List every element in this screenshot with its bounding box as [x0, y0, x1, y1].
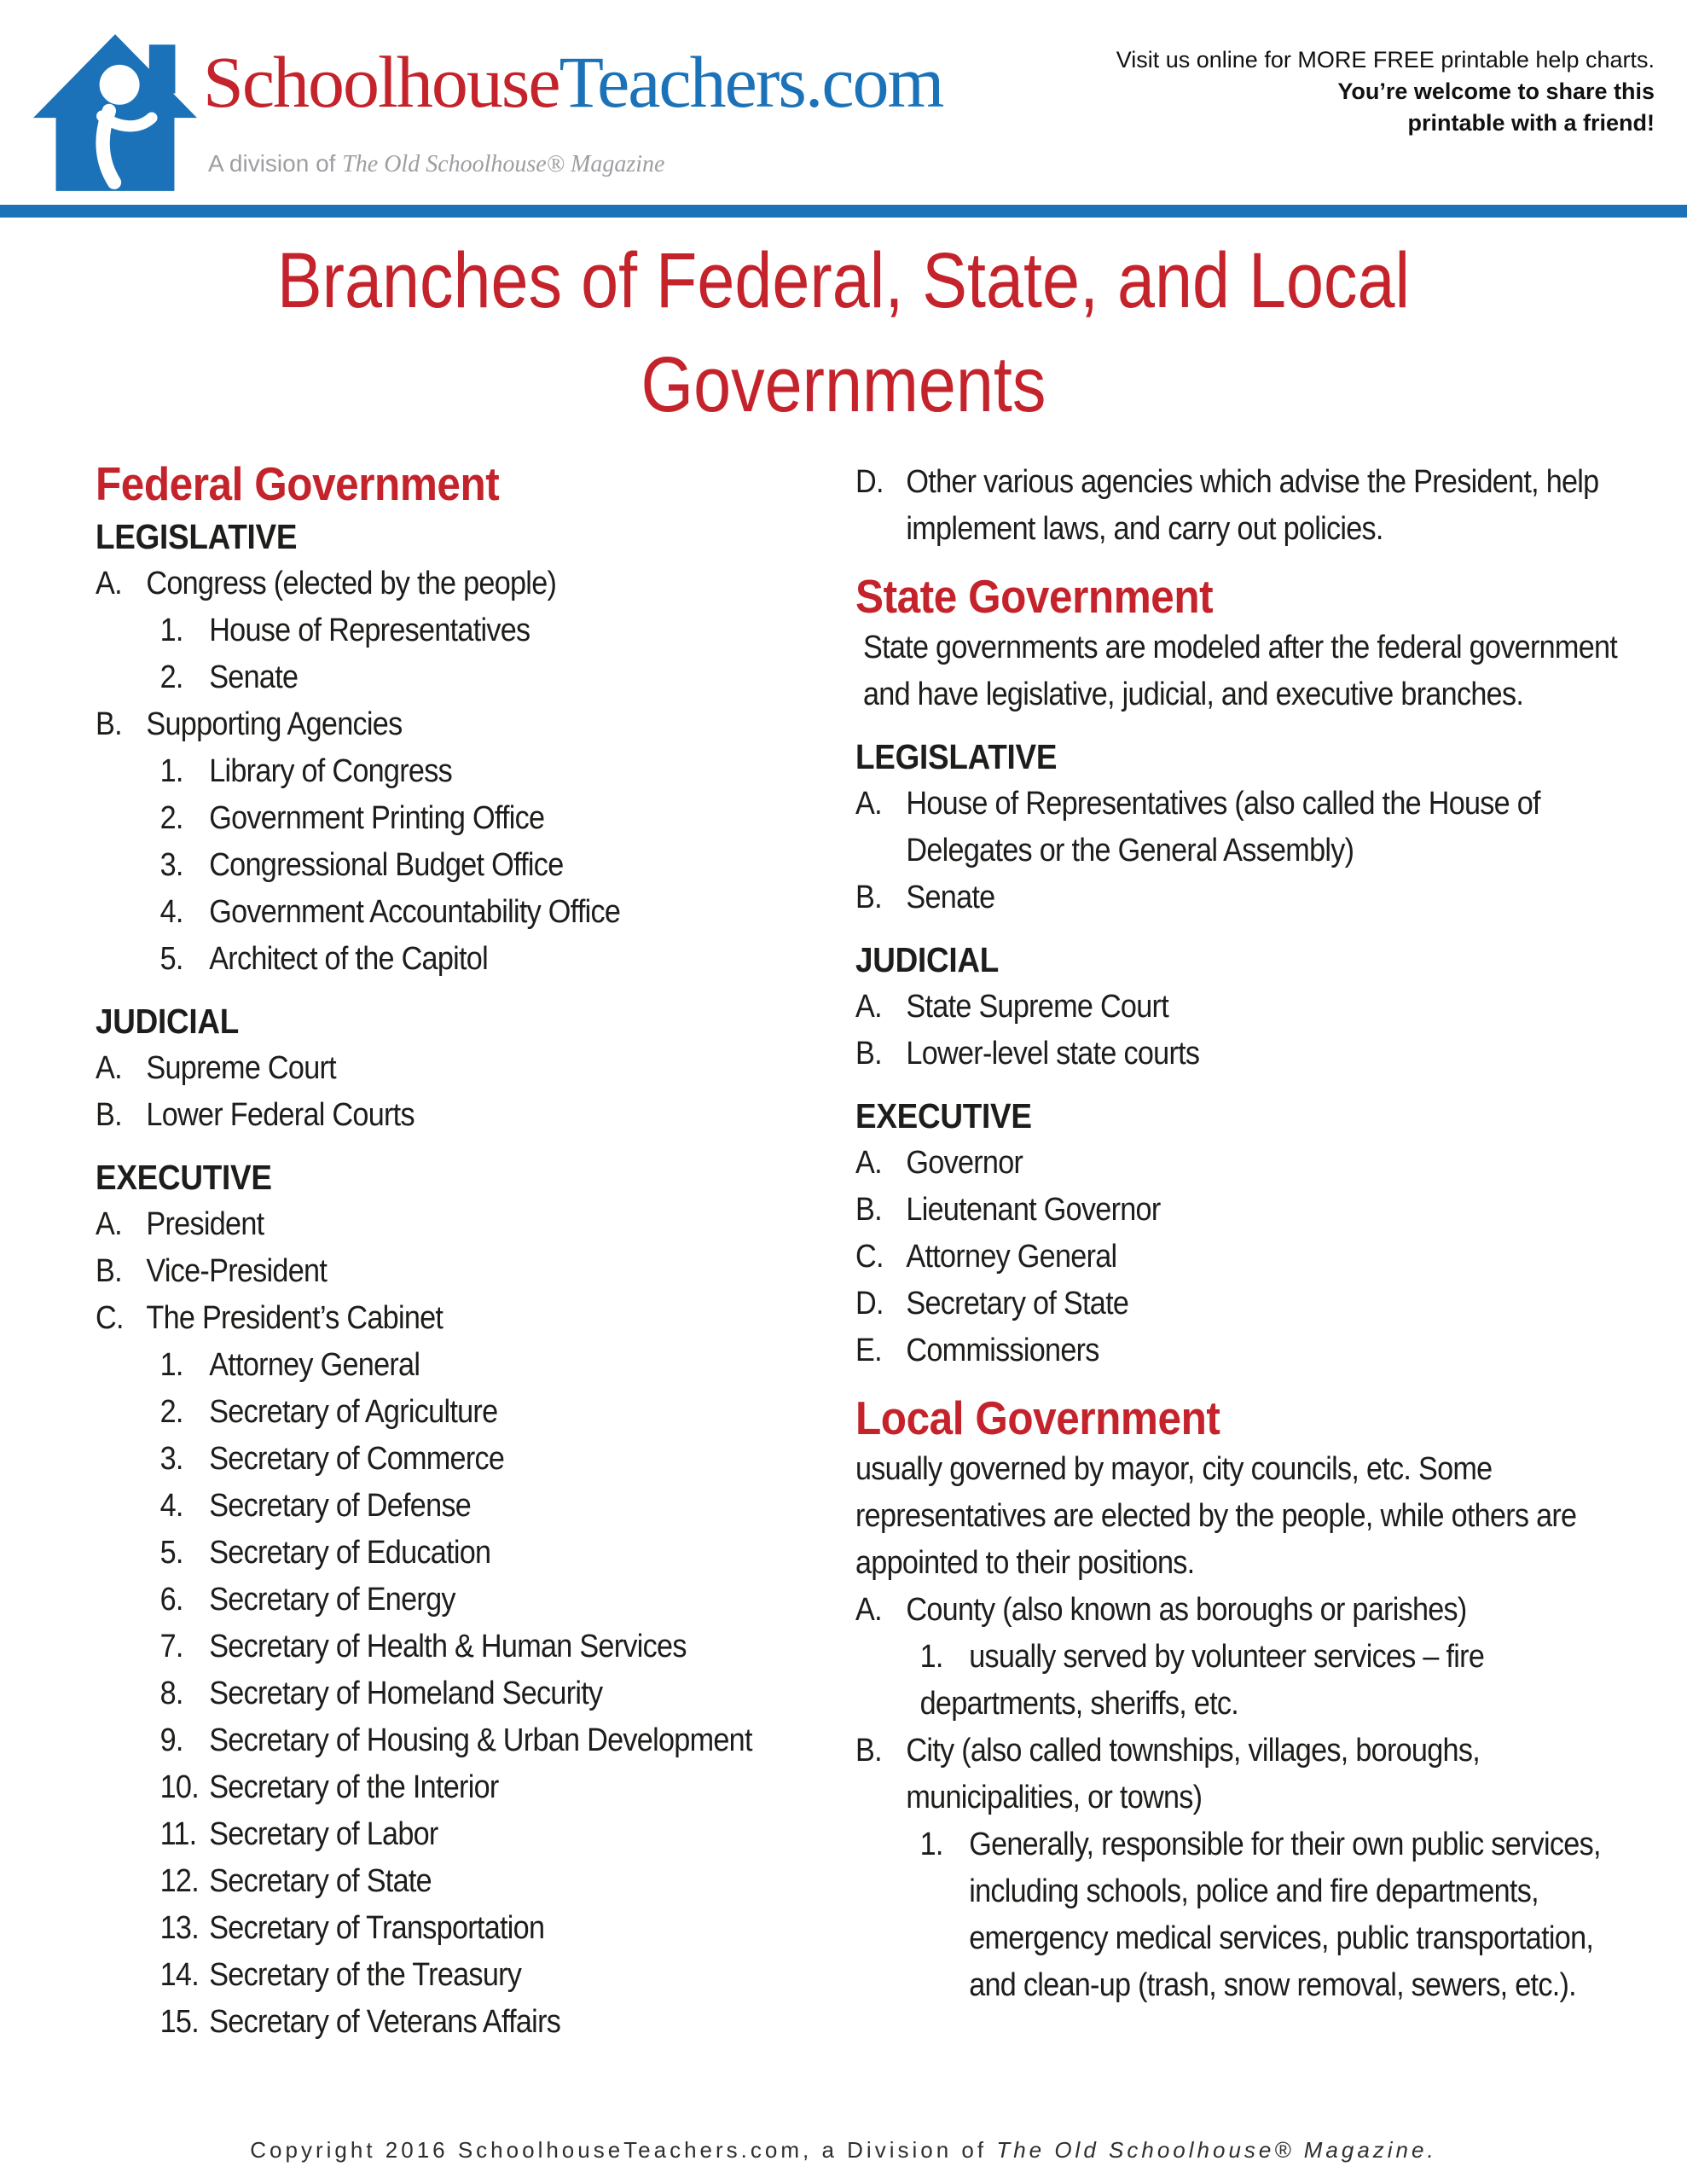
outline-item — [855, 1234, 1623, 1281]
item-label: 6. — [159, 1582, 183, 1618]
outline-item — [855, 781, 1623, 874]
outline-item — [855, 984, 1623, 1031]
item-text: House of Representatives — [209, 613, 530, 648]
tagline-prefix: A division of — [208, 150, 343, 177]
item-label: B. — [855, 1036, 882, 1072]
item-label: 1. — [159, 753, 183, 789]
item-text: Lower-level state courts — [906, 1036, 1200, 1072]
branch-subheading: EXECUTIVE — [855, 1096, 1032, 1136]
outline-item — [855, 1187, 1623, 1234]
item-label: 12. — [159, 1863, 199, 1899]
branch-subheading: EXECUTIVE — [96, 1158, 272, 1197]
item-label: 5. — [159, 1535, 183, 1571]
item-label: 1. — [919, 1639, 943, 1675]
left-column — [96, 457, 852, 2046]
item-label: 1. — [159, 1347, 183, 1383]
item-label: 2. — [159, 659, 183, 695]
outline-subitem — [96, 1999, 852, 2046]
item-text: Secretary of Homeland Security — [209, 1676, 603, 1711]
brand-teachers-com: Teachers.com — [559, 41, 943, 123]
item-text: House of Representatives (also called the House of Delegates or the General Assembly) — [906, 786, 1540, 868]
promo-line-1: Visit us online for MORE FREE printable help charts. — [1116, 47, 1655, 73]
item-label: 15. — [159, 2004, 199, 2040]
outline-subitem — [96, 889, 852, 936]
intro-paragraph: usually governed by mayor, city councils, etc. Some representatives are elected by the people, while others are appointed to their positions. — [855, 1451, 1577, 1581]
outline-subitem — [96, 1530, 852, 1577]
item-text: Supreme Court — [146, 1050, 336, 1086]
outline-item — [96, 701, 852, 748]
item-text: County (also known as boroughs or parishes) — [906, 1592, 1467, 1628]
item-label: A. — [855, 1592, 882, 1628]
item-label: D. — [855, 464, 884, 500]
outline-item — [96, 1295, 852, 1342]
intro-paragraph: State governments are modeled after the federal government and have legislative, judicial, and executive branches. — [863, 630, 1618, 712]
item-label: 4. — [159, 894, 183, 930]
brand-schoolhouse: Schoolhouse — [203, 41, 559, 123]
outline-subitem — [855, 1634, 1623, 1728]
outline-subitem — [96, 1670, 852, 1717]
page-title — [118, 229, 1568, 437]
item-text: Library of Congress — [209, 753, 452, 789]
item-label: 7. — [159, 1629, 183, 1664]
outline-item — [855, 1587, 1623, 1634]
item-text: Generally, responsible for their own public services, including schools, police and fire departments, emergency medical services, public transportation, and clean-up (trash, snow removal, sewers, etc.). — [969, 1827, 1601, 2003]
item-text: Supporting Agencies — [146, 706, 403, 742]
promo-text — [1116, 44, 1655, 139]
item-text: Attorney General — [209, 1347, 420, 1383]
footer-magazine-name: The Old Schoolhouse® Magazine. — [996, 2137, 1437, 2163]
item-label: 5. — [159, 941, 183, 977]
item-text: Congress (elected by the people) — [146, 566, 557, 601]
outline-subitem — [96, 1858, 852, 1905]
item-label: B. — [855, 1733, 882, 1769]
outline-item — [96, 1201, 852, 1248]
item-text: Secretary of Health & Human Services — [209, 1629, 687, 1664]
item-label: A. — [855, 1145, 882, 1181]
item-text: Architect of the Capitol — [209, 941, 488, 977]
item-text: Government Accountability Office — [209, 894, 621, 930]
item-text: Senate — [906, 880, 995, 915]
outline-subitem — [96, 1717, 852, 1764]
footer-copyright-text: Copyright 2016 SchoolhouseTeachers.com, a Division of — [250, 2137, 997, 2163]
logo-tagline — [208, 150, 664, 178]
divider-bar — [0, 205, 1687, 218]
item-label: B. — [855, 880, 882, 915]
item-text: Secretary of Education — [209, 1535, 491, 1571]
item-text: Secretary of Veterans Affairs — [209, 2004, 561, 2040]
item-label: A. — [96, 566, 122, 601]
item-text: Secretary of Energy — [209, 1582, 455, 1618]
outline-item — [855, 1281, 1623, 1327]
outline-item — [96, 1248, 852, 1295]
item-label: D. — [855, 1286, 884, 1321]
brand-wordmark — [203, 39, 942, 125]
item-label: 14. — [159, 1957, 199, 1993]
item-text: Secretary of the Treasury — [209, 1957, 522, 1993]
item-label: 9. — [159, 1722, 183, 1758]
item-text: State Supreme Court — [906, 989, 1168, 1025]
promo-line-2: You’re welcome to share this — [1337, 78, 1655, 104]
item-label: A. — [855, 989, 882, 1025]
item-text: Secretary of State — [209, 1863, 432, 1899]
outline-subitem — [96, 1577, 852, 1623]
outline-subitem — [96, 842, 852, 889]
outline-item — [855, 1140, 1623, 1187]
item-text: Government Printing Office — [209, 800, 545, 836]
item-text: Vice-President — [146, 1253, 328, 1289]
item-label: 11. — [159, 1816, 197, 1852]
outline-subitem — [96, 1436, 852, 1483]
branch-subheading: LEGISLATIVE — [96, 517, 298, 556]
item-label: C. — [96, 1300, 124, 1336]
outline-item — [855, 1327, 1623, 1374]
item-label: E. — [855, 1333, 882, 1368]
item-label: C. — [855, 1239, 884, 1275]
item-text: Lieutenant Governor — [906, 1192, 1161, 1228]
item-text: The President’s Cabinet — [146, 1300, 443, 1336]
item-text: Secretary of Housing & Urban Development — [209, 1722, 752, 1758]
item-label: A. — [855, 786, 882, 822]
item-label: A. — [96, 1050, 122, 1086]
item-text: usually served by volunteer services – fire departments, sheriffs, etc. — [919, 1639, 1485, 1722]
item-label: 2. — [159, 1394, 183, 1430]
outline-subitem — [96, 1905, 852, 1952]
item-text: Secretary of Transportation — [209, 1910, 545, 1946]
page-header — [0, 0, 1687, 205]
item-text: Attorney General — [906, 1239, 1117, 1275]
outline-subitem — [96, 795, 852, 842]
outline-subitem — [96, 1389, 852, 1436]
outline-item — [855, 874, 1623, 921]
item-label: B. — [96, 706, 122, 742]
outline-subitem — [96, 607, 852, 654]
outline-subitem — [96, 1952, 852, 1999]
outline-subitem — [96, 1342, 852, 1389]
item-text: Secretary of Agriculture — [209, 1394, 498, 1430]
outline-item — [855, 1031, 1623, 1077]
outline-item — [855, 459, 1623, 553]
promo-line-3: printable with a friend! — [1407, 110, 1655, 136]
item-text: Other various agencies which advise the President, help implement laws, and carry out policies. — [906, 464, 1599, 547]
item-text: Governor — [906, 1145, 1023, 1181]
item-text: Commissioners — [906, 1333, 1099, 1368]
item-text: Congressional Budget Office — [209, 847, 564, 883]
item-text: Secretary of Labor — [209, 1816, 438, 1852]
schoolhouse-house-icon — [27, 31, 203, 195]
branch-subheading: LEGISLATIVE — [855, 737, 1058, 776]
item-label: 4. — [159, 1488, 183, 1524]
item-label: A. — [96, 1206, 122, 1242]
item-text: Secretary of State — [906, 1286, 1129, 1321]
outline-subitem — [96, 1764, 852, 1811]
outline-subitem — [96, 1483, 852, 1530]
outline-item — [96, 1092, 852, 1139]
page-title-line-1: Branches of Federal, State, and Local — [276, 237, 1411, 324]
outline-item — [96, 561, 852, 607]
item-text: President — [146, 1206, 264, 1242]
outline-subitem — [96, 654, 852, 701]
tagline-magazine-name: The Old Schoolhouse® Magazine — [342, 151, 665, 177]
item-label: 10. — [159, 1769, 199, 1805]
item-text: Senate — [209, 659, 299, 695]
section-heading: State Government — [855, 570, 1214, 623]
item-text: Secretary of the Interior — [209, 1769, 499, 1805]
outline-subitem — [96, 748, 852, 795]
outline-subitem — [96, 1623, 852, 1670]
right-column — [855, 459, 1623, 2009]
item-label: 1. — [159, 613, 183, 648]
item-text: Secretary of Commerce — [209, 1441, 505, 1477]
outline-subitem — [96, 936, 852, 983]
item-label: 13. — [159, 1910, 199, 1946]
outline-subitem — [855, 1821, 1623, 2009]
item-label: B. — [96, 1097, 122, 1133]
section-heading: Federal Government — [96, 457, 500, 510]
item-label: 2. — [159, 800, 183, 836]
item-text: Lower Federal Courts — [146, 1097, 415, 1133]
outline-subitem — [96, 1811, 852, 1858]
item-label: 1. — [919, 1827, 943, 1862]
item-label: B. — [96, 1253, 122, 1289]
outline-item — [855, 1728, 1623, 1821]
footer-copyright — [0, 2137, 1687, 2164]
item-label: 8. — [159, 1676, 183, 1711]
item-label: B. — [855, 1192, 882, 1228]
item-text: Secretary of Defense — [209, 1488, 472, 1524]
section-heading: Local Government — [855, 1391, 1220, 1444]
page-title-line-2: Governments — [641, 341, 1046, 428]
outline-item — [96, 1045, 852, 1092]
branch-subheading: JUDICIAL — [96, 1002, 240, 1041]
item-label: 3. — [159, 1441, 183, 1477]
item-text: City (also called townships, villages, boroughs, municipalities, or towns) — [906, 1733, 1480, 1815]
branch-subheading: JUDICIAL — [855, 940, 1000, 979]
item-label: 3. — [159, 847, 183, 883]
